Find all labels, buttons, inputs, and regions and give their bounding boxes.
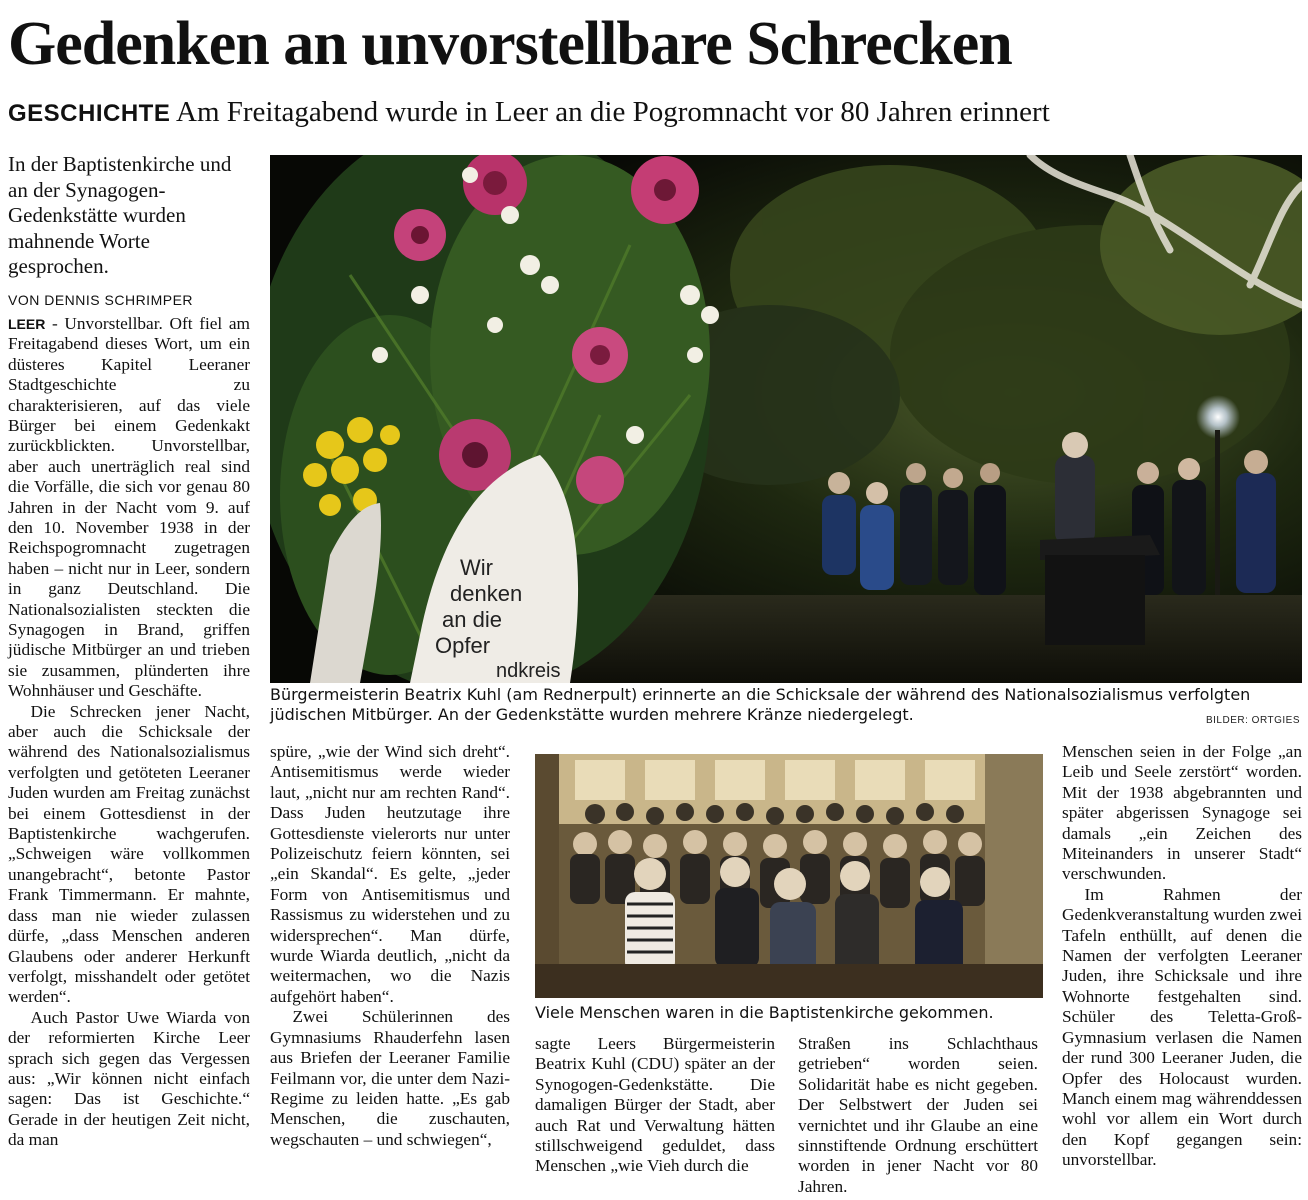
paragraph-text: - Unvorstellbar. Oft fiel am Freitagabend dieses Wort, um ein düsteres Kapitel Leeraner Stadtgeschichte zu charakterisieren, auf das viele Bürger bei einem Gedenkakt zurückblickten. Unvorstellbar, aber auch unerträglich real sind die Vorfälle, die sich vor genau 80 Jahren in der Nacht vom 9. auf den 10. November 1938 in der Reichspogromnacht zugetragen haben – nicht nur in Leer, sondern in ganz Deutschland. Die Nationalsozialisten steckten die Synagogen in Brand, griffen jüdische Mitbürger an und trieben sie zusammen, plünderten ihre Wohnhäuser und Geschäfte. (8, 313, 250, 701)
subheadline-text: Am Freitagabend wurde in Leer an die Pogromnacht vor 80 Jahren erinnert (176, 96, 1050, 128)
ribbon-line: Opfer (435, 633, 491, 658)
column-2 (270, 742, 510, 1197)
headline: Gedenken an unvorstellbare Schrecken (8, 10, 1012, 78)
article-paragraph: spüre, „wie der Wind sich dreht“. Antisemitismus werde wieder laut, „nicht nur am rechten Rand“. Dass Juden heutzutage ihre Gottesdienste vielerorts nur unter Polizeischutz feiern könnten, sei „ein Skandal“. Es gelte, „jeder Form von Antisemitismus und Rassismus zu widerstehen und zu widersprechen“. Man dürfe, wurde Wiarda deutlich, „nicht da weitermachen, wo die Nazis aufgehört haben“. (270, 742, 510, 1006)
ribbon-line: an die (442, 607, 502, 632)
article-paragraph: sagte Leers Bürgermeisterin Beatrix Kuhl (CDU) später an der Synogogen-Gedenkstätte. Die damaligen Bürger der Stadt, aber auch Rat und Verwaltung hätten stillschweigend geduldet, dass Menschen „wie Vieh durch die (535, 1034, 775, 1176)
article-paragraph: Auch Pastor Uwe Wiarda von der reformierten Kirche Leer sprach sich gegen das Vergessen aus: „Wir können nicht einfach sagen: Das ist Geschichte.“ Gerade in der heutigen Zeit nicht, da man (8, 1007, 250, 1150)
column-1 (8, 152, 250, 1197)
column-4 (798, 1034, 1038, 1199)
memorial-photo (270, 155, 1302, 683)
ribbon-line: ndkreis (496, 660, 561, 682)
column-5 (1062, 742, 1302, 1197)
dateline: LEER (8, 315, 46, 332)
lead-text: In der Baptistenkirche und an der Synagogen-Gedenkstätte wurden mahnende Worte gesprochen. (8, 152, 232, 278)
church-photo (535, 754, 1043, 998)
article-paragraph: Im Rahmen der Gedenkveranstaltung wurden zwei Tafeln enthüllt, auf denen die Namen der verfolgten Leeraner Juden, ihre Schicksale und ihre Wohnorte festgehalten sind. Schüler des Teletta-Groß-Gymnasium verlasen die Namen der rund 300 Leeraner Juden, die Opfer des Holocaust wurden. Manch einem mag währenddessen wohl vor allem ein Wort durch den Kopf gegangen sein: unvorstellbar. (1062, 884, 1302, 1170)
column-3 (535, 1034, 775, 1199)
church-photo-caption: Viele Menschen waren in die Baptistenkirche gekommen. (535, 1003, 994, 1022)
memorial-photo-image (270, 155, 1302, 683)
article-paragraph: Zwei Schülerinnen des Gymnasiums Rhauderfehn lasen aus Briefen der Leeraner Familie Feilmann vor, die unter dem Nazi-Regime zu leiden hatte. „Es gab Menschen, die zuschauten, wegschauten – und schwiegen“, (270, 1007, 510, 1149)
byline: VON DENNIS SCHRIMPER (8, 291, 194, 308)
ribbon-line: Wir (460, 555, 493, 580)
subheadline (8, 92, 1300, 134)
article-paragraph: Die Schrecken jener Nacht, aber auch die Schicksale der während des Nationalsozialismus verfolgten und getöteten Leeraner Juden wurden am Freitag zunächst bei einem Gottesdienst in der Baptistenkirche wachgerufen. „Schweigen wäre vollkommen unangebracht“, betonte Pastor Frank Timmermann. Er mahnte, dass man nie wieder zulassen dürfe, „dass Menschen anderen Glaubens oder anderer Herkunft verfolgt, misshandelt oder getötet werden“. (8, 701, 250, 1007)
section-kicker: GESCHICHTE (8, 100, 171, 127)
church-photo-image (535, 754, 1043, 998)
article-paragraph: Menschen seien in der Folge „an Leib und Seele zerstört“ worden. Mit der 1938 abgebrannten und später abgerissen Synagoge sei damals „ein Zeichen des Miteinanders in unserer Stadt“ verschwunden. (1062, 742, 1302, 884)
article-paragraph: Straßen ins Schlachthaus getrieben“ worden seien. Solidarität habe es nicht gegeben. Der Selbstwert der Juden sei vernichtet und ihr Glaube an eine sinnstiftende Ordnung erschüttert worden in jener Nacht vor 80 Jahren. (798, 1034, 1038, 1196)
photo-credit: BILDER: ORTGIES (1205, 715, 1300, 726)
memorial-photo-caption: Bürgermeisterin Beatrix Kuhl (am Rednerpult) erinnerte an die Schicksale der während des Nationalsozialismus verfolgten jüdischen Mitbürger. An der Gedenkstätte wurden mehrere Kränze niedergelegt. (270, 685, 1251, 724)
ribbon-line: denken (450, 581, 523, 606)
article-paragraph (8, 314, 250, 702)
